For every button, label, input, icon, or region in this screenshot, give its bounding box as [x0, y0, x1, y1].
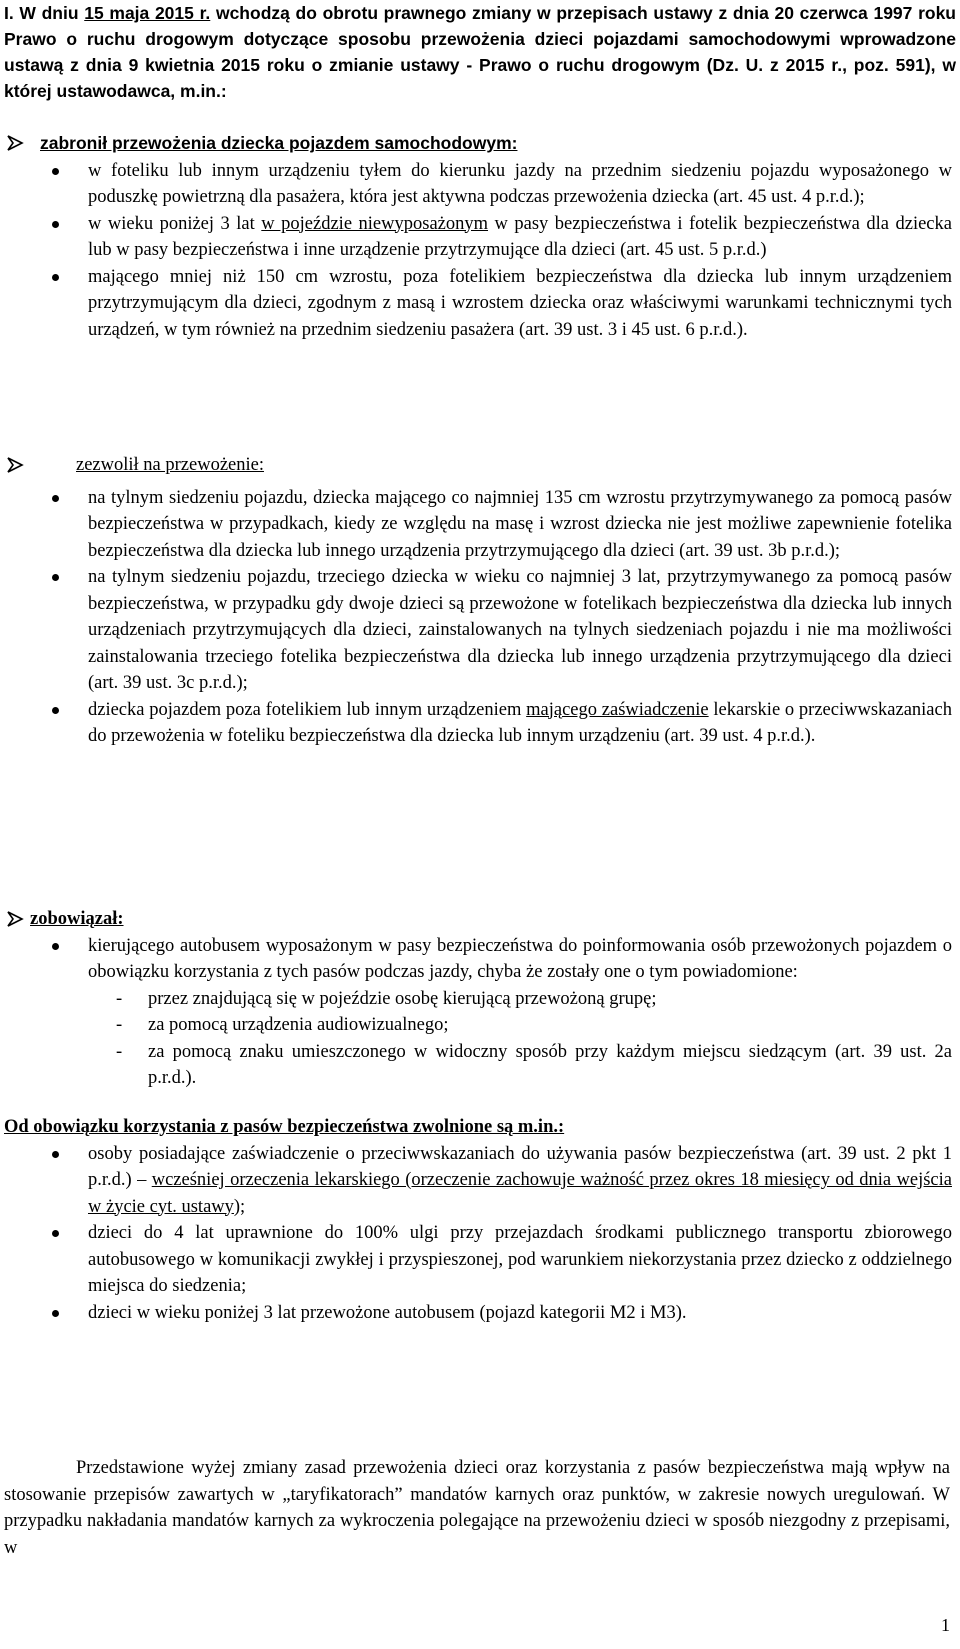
bullet-dot-icon	[52, 574, 59, 581]
list-item	[0, 697, 960, 750]
section-title: zezwolił na przewożenie:	[76, 455, 264, 475]
list-item-text: dzieci w wieku poniżej 3 lat przewożone autobusem (pojazd kategorii M2 i M3).	[88, 1302, 687, 1323]
bullet-dot-icon	[52, 943, 59, 950]
page-number: 1	[941, 1615, 950, 1635]
bullet-dot-icon	[52, 221, 59, 228]
list-item	[0, 1141, 960, 1221]
closing-paragraph: Przedstawione wyżej zmiany zasad przewożenia dzieci oraz korzystania z pasów bezpieczeństwa mają wpływ na stosowanie przepisów zawartych w „taryfikatorach” mandatów karnych oraz punktów, w zakresie nowych uregulowań. W przypadku nakładania mandatów karnych za wykroczenia polegające na przewożeniu dzieci w sposób niezgodny z przepisami, w	[4, 1458, 950, 1558]
list-item	[0, 485, 960, 565]
list-item	[0, 264, 960, 344]
list-item	[0, 158, 960, 211]
arrowhead-bullet-icon	[4, 452, 28, 478]
list-item-text: w foteliku lub innym urządzeniu tyłem do kierunku jazdy na przednim siedzeniu pojazdu wyposażonego w poduszkę powietrzną dla pasażera, która jest aktywna podczas przewożenia dziecka (art. 45 ust. 4 p.r.d.);	[88, 160, 952, 207]
bullet-dot-icon	[52, 1230, 59, 1237]
arrowhead-bullet-icon	[4, 130, 28, 156]
dash-list-item	[0, 1039, 960, 1092]
bullet-dot-icon	[52, 1310, 59, 1317]
dash-marker: -	[116, 988, 123, 1009]
list-item-text: kierującego autobusem wyposażonym w pasy bezpieczeństwa do poinformowania osób przewożonych pojazdem o obowiązku korzystania z tych pasów podczas jazdy, chyba że zostały one o tym powiadomione:	[88, 935, 952, 982]
section-title: Od obowiązku korzystania z pasów bezpieczeństwa zwolnione są m.in.:	[4, 1117, 565, 1137]
arrowhead-bullet-icon	[4, 906, 28, 932]
list-item-text: dzieci do 4 lat uprawnione do 100% ulgi przy przejazdach środkami publicznego transportu zbiorowego autobusowego w komunikacji zwykłej i przyspieszonej, pod warunkiem niekorzystania przez dziecko z oddzielnego miejsca do siedzenia;	[88, 1223, 952, 1296]
section-obliged	[0, 906, 960, 1092]
bullet-dot-icon	[52, 707, 59, 714]
dash-item-text: przez znajdującą się w pojeździe osobę kierującą przewożoną grupę;	[148, 988, 657, 1009]
section-title-row	[0, 130, 960, 158]
section-permitted	[0, 452, 960, 750]
section-prohibited	[0, 130, 960, 343]
list-item-text: w wieku poniżej 3 lat	[88, 213, 262, 234]
list-item-text: mającego mniej niż 150 cm wzrostu, poza fotelikiem bezpieczeństwa dla dziecka lub innym urządzeniem przytrzymującym dla dzieci, zgodnym z masą i wzrostem dziecka oraz właściwymi warunkami technicznymi tych urządzeń, w tym również na przednim siedzeniu pasażera (art. 39 ust. 3 i 45 ust. 6 p.r.d.).	[88, 266, 952, 340]
section-title: zabronił przewożenia dziecka pojazdem samochodowym:	[40, 133, 518, 153]
dash-list	[0, 986, 960, 1092]
heading-date: 15 maja 2015 r.	[84, 3, 211, 23]
heading-prefix: I. W dniu	[4, 3, 85, 23]
bullet-dot-icon	[52, 168, 59, 175]
list-item-text: dziecka pojazdem poza fotelikiem lub innym urządzeniem	[88, 699, 527, 720]
list-item-text: na tylnym siedzeniu pojazdu, trzeciego dziecka w wieku co najmniej 3 lat, przytrzymywanego za pomocą pasów bezpieczeństwa, w przypadku gdy dwoje dzieci są przewożone w fotelikach bezpieczeństwa dla dziecka lub innych urządzeniach przytrzymujących dla dzieci, zainstalowanych na tylnych siedzeniach pojazdu i nie ma możliwości zainstalowania trzeciego fotelika bezpieczeństwa dla dziecka lub innego urządzenia przytrzymującego dla dzieci (art. 39 ust. 3c p.r.d.);	[88, 567, 952, 693]
dash-list-item	[0, 986, 960, 1013]
list-item-text: osoby posiadające zaświadczenie o przeciwwskazaniach do używania pasów bezpieczeństwa (art. 39 ust. 2 pkt 1 p.r.d.) –	[88, 1143, 952, 1190]
document-heading	[4, 0, 956, 104]
list-item	[0, 933, 960, 986]
bullet-dot-icon	[52, 1151, 59, 1158]
section-title-row	[0, 452, 960, 479]
bullet-list	[0, 158, 960, 344]
dash-list-item	[0, 1012, 960, 1039]
dash-marker: -	[116, 1041, 123, 1062]
list-item	[0, 1300, 960, 1327]
list-item	[0, 564, 960, 697]
dash-marker: -	[116, 1015, 123, 1035]
bullet-list	[0, 1141, 960, 1327]
list-item	[0, 1220, 960, 1300]
section-exempt	[0, 1114, 960, 1326]
list-item-underlined-text: mającego zaświadczenie	[526, 699, 709, 720]
bullet-dot-icon	[52, 274, 59, 281]
list-item-underlined-text: w pojeździe niewyposażonym	[261, 213, 489, 234]
section-title: zobowiązał:	[30, 909, 124, 929]
list-item-underlined-text: wcześniej orzeczenia lekarskiego (orzeczenie zachowuje ważność przez okres 18 miesięcy od dnia wejścia w życie cyt. ustawy);	[88, 1170, 952, 1217]
section-title-row	[0, 906, 960, 933]
bullet-list	[0, 933, 960, 986]
heading-rest: wchodzą do obrotu prawnego zmiany w przepisach ustawy z dnia 20 czerwca 1997 roku Prawo o ruchu drogowym dotyczące sposobu przewożenia dzieci pojazdami samochodowymi wprowadzone ustawą z dnia 9 kwietnia 2015 roku o zmianie ustawy - Prawo o ruchu drogowym (Dz. U. z 2015 r., poz. 591), w której ustawodawca, m.in.:	[4, 3, 956, 101]
dash-item-text: za pomocą urządzenia audiowizualnego;	[148, 1015, 449, 1035]
list-item-text: lekarskie o przeciwwskazaniach do przewożenia w foteliku bezpieczeństwa dla dziecka lub innym urządzeniu (art. 39 ust. 4 p.r.d.).	[88, 699, 952, 746]
dash-item-text: za pomocą znaku umieszczonego w widoczny sposób przy każdym miejscu siedzącym (art. 39 ust. 2a p.r.d.).	[148, 1041, 952, 1088]
bullet-list	[0, 485, 960, 750]
list-item	[0, 211, 960, 264]
list-item-text: na tylnym siedzeniu pojazdu, dziecka mającego co najmniej 135 cm wzrostu przytrzymywanego za pomocą pasów bezpieczeństwa w przypadkach, kiedy ze względu na masę i wzrost dziecka nie jest możliwe zapewnienie fotelika bezpieczeństwa dla dziecka lub innego urządzenia przytrzymującego dla dzieci (art. 39 ust. 3b p.r.d.);	[88, 487, 952, 561]
bullet-dot-icon	[52, 495, 59, 502]
list-item-text: w pasy bezpieczeństwa i fotelik bezpieczeństwa dla dziecka lub w pasy bezpieczeństwa i inne urządzenie przytrzymujące dla dzieci (art. 45 ust. 5 p.r.d.)	[88, 213, 952, 260]
